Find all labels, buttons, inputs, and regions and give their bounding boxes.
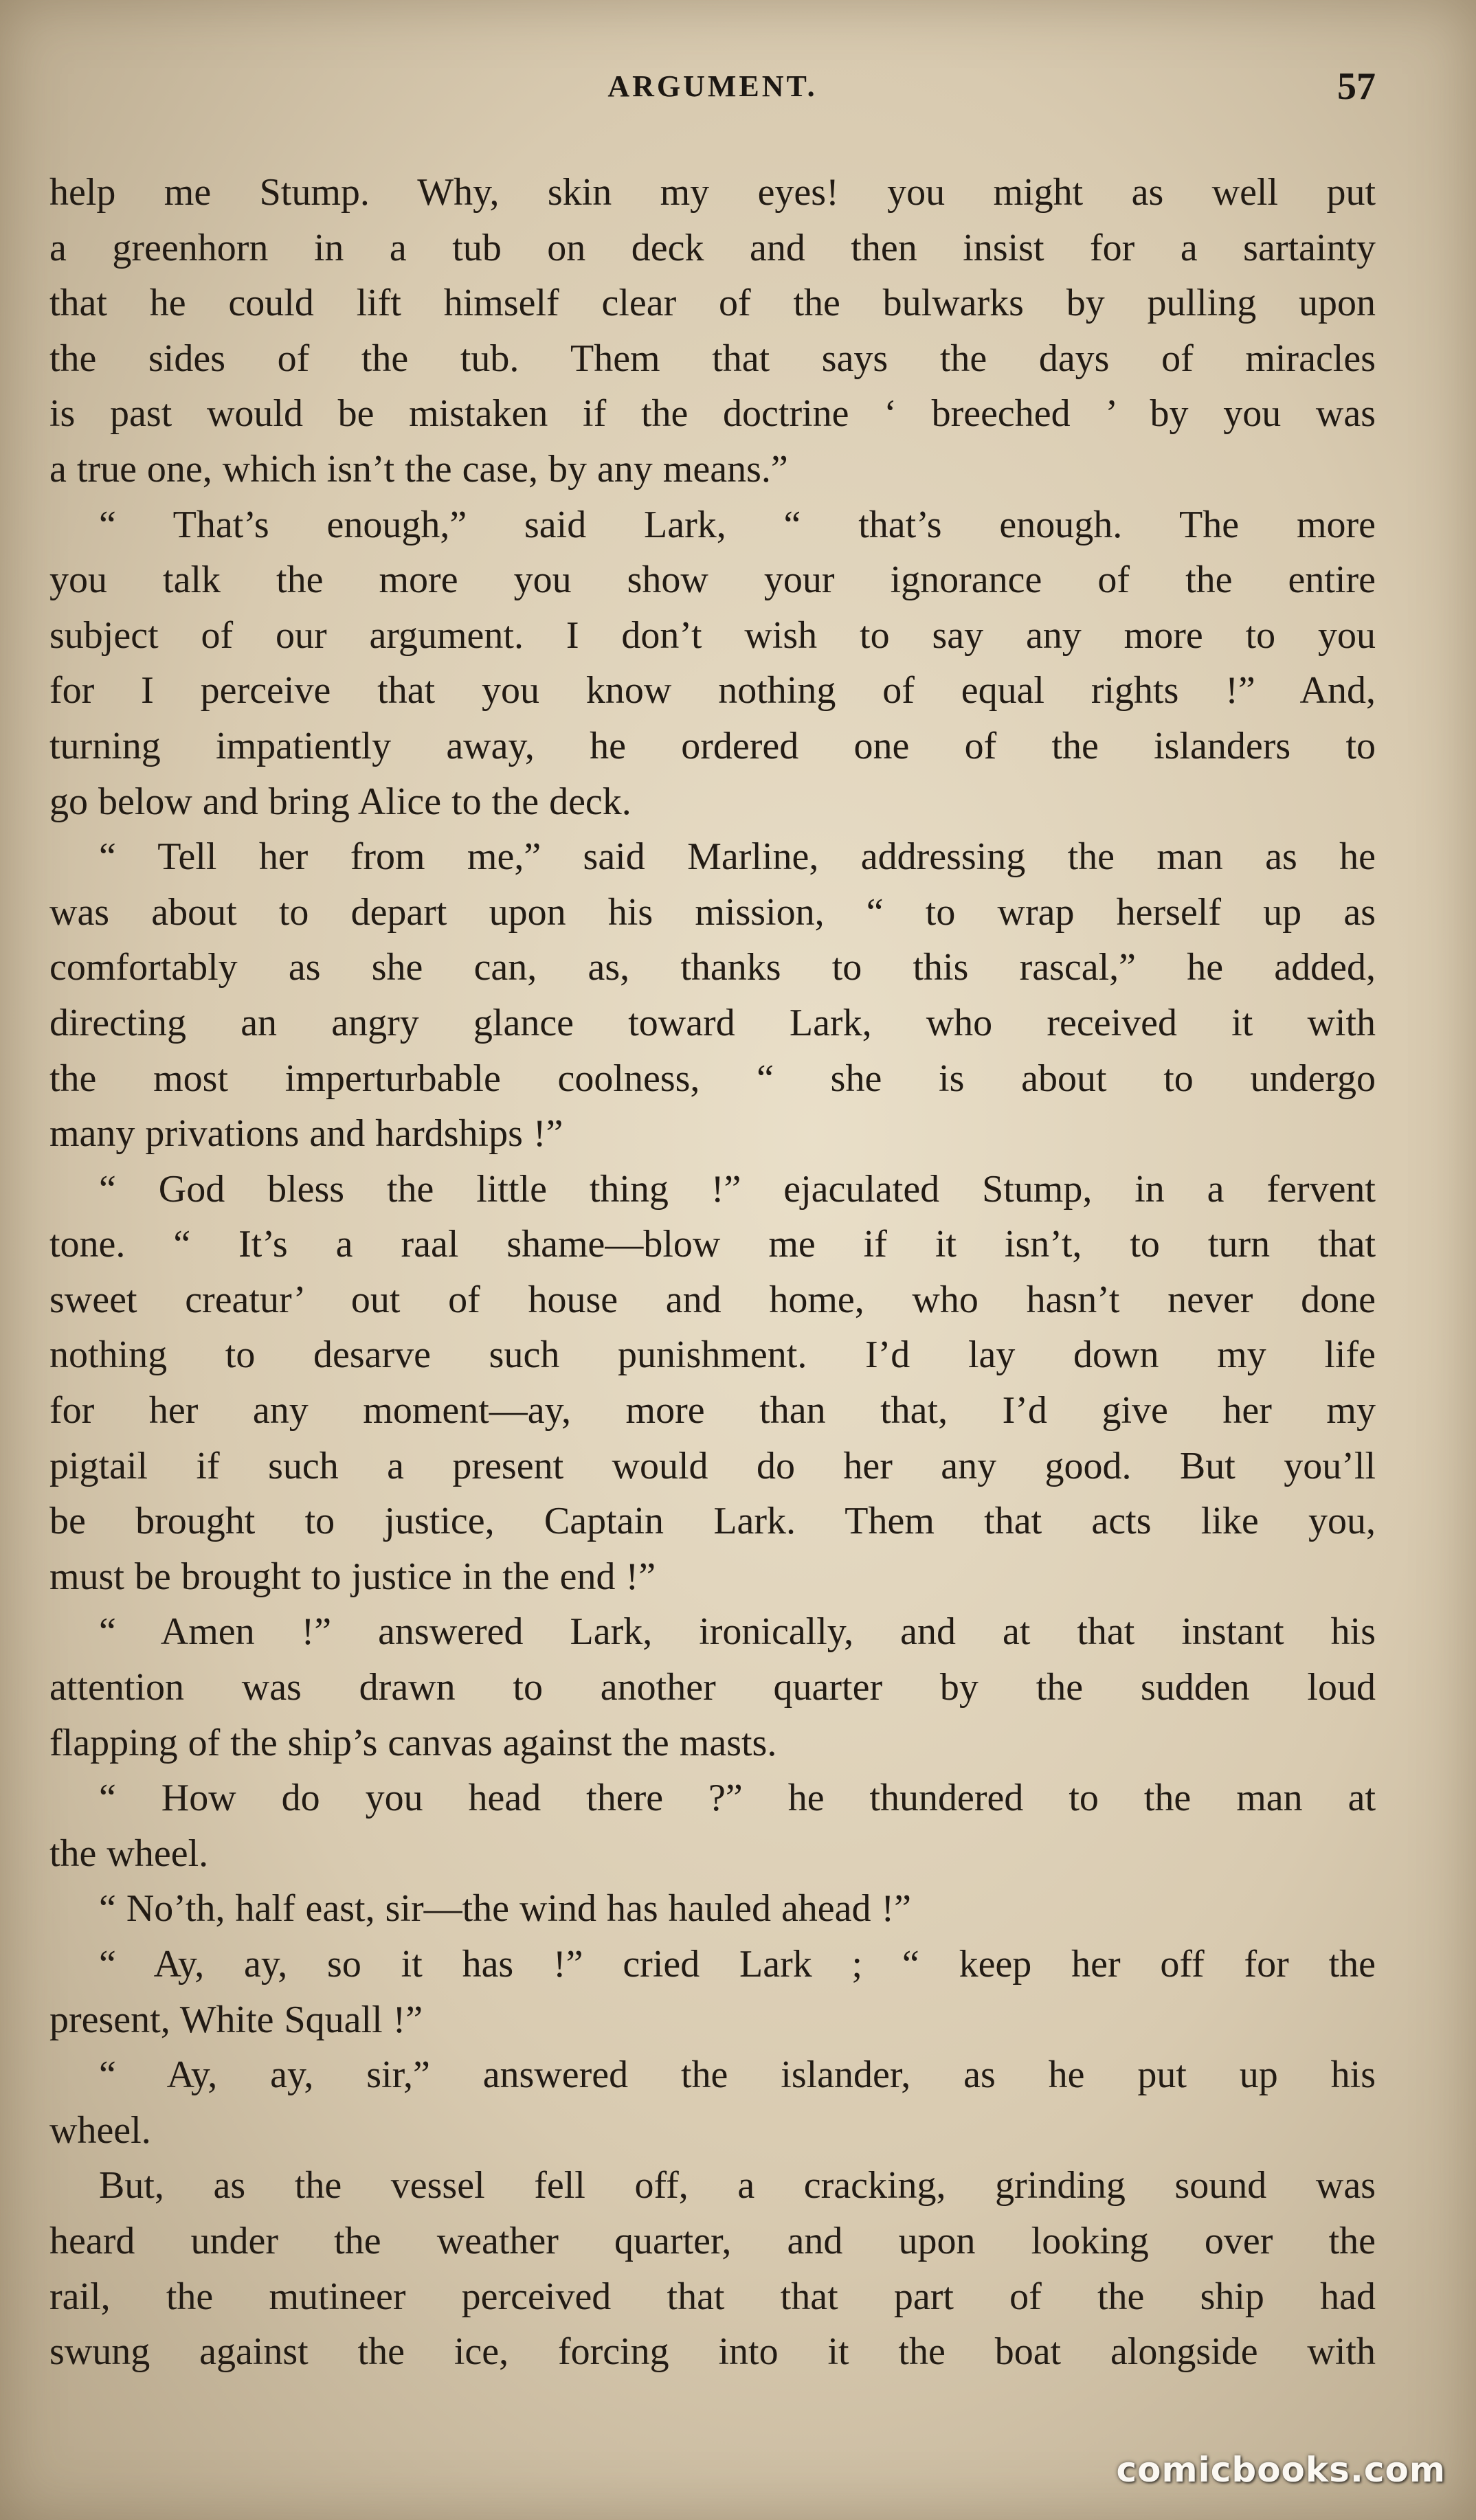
running-title: ARGUMENT. — [607, 69, 818, 103]
text-line: was about to depart upon his mission, “ to wrap herself up as — [49, 890, 1376, 934]
text-line: for her any moment—ay, more than that, I’d give her my — [49, 1389, 1376, 1432]
text-line: “ Ay, ay, sir,” answered the islander, as he put up his — [99, 2054, 1376, 2097]
text-line: subject of our argument. I don’t wish to say any more to you — [49, 614, 1376, 657]
text-line: the wheel. — [49, 1832, 209, 1875]
text-line: directing an angry glance toward Lark, who received it with — [49, 1001, 1376, 1044]
text-line: help me Stump. Why, skin my eyes! you might as well put — [49, 171, 1376, 214]
text-line: must be brought to justice in the end !” — [49, 1555, 656, 1598]
text-line: the most imperturbable coolness, “ she is about to undergo — [49, 1057, 1376, 1100]
text-line: that he could lift himself clear of the bulwarks by pulling upon — [49, 282, 1376, 325]
text-line: rail, the mutineer perceived that that part of the ship had — [49, 2275, 1376, 2318]
page-number: 57 — [1337, 65, 1376, 108]
running-head — [49, 65, 1376, 124]
text-line: you talk the more you show your ignorance of the entire — [49, 559, 1376, 602]
text-line: a true one, which isn’t the case, by any means.” — [49, 447, 788, 491]
text-line: pigtail if such a present would do her any good. But you’ll — [49, 1444, 1376, 1487]
text-line: the sides of the tub. Them that says the days of miracles — [49, 337, 1376, 380]
site-watermark: comicbooks.com — [1116, 2450, 1446, 2490]
text-line: be brought to justice, Captain Lark. Them that acts like you, — [49, 1500, 1376, 1543]
text-line: “ No’th, half east, sir—the wind has hauled ahead !” — [99, 1887, 912, 1931]
text-line: “ God bless the little thing !” ejaculated Stump, in a fervent — [99, 1167, 1376, 1211]
text-line: swung against the ice, forcing into it the boat alongside with — [49, 2330, 1376, 2374]
text-line: is past would be mistaken if the doctrine ‘ breeched ’ by you was — [49, 392, 1376, 436]
text-line: tone. “ It’s a raal shame—blow me if it isn’t, to turn that — [49, 1223, 1376, 1266]
text-line: present, White Squall !” — [49, 1998, 423, 2041]
text-line: go below and bring Alice to the deck. — [49, 780, 631, 823]
text-line: flapping of the ship’s canvas against the masts. — [49, 1721, 777, 1764]
body-text — [49, 165, 1376, 2380]
text-line: a greenhorn in a tub on deck and then insist for a sartainty — [49, 226, 1376, 269]
text-line: wheel. — [49, 2108, 151, 2152]
text-line: attention was drawn to another quarter by the sudden loud — [49, 1666, 1376, 1709]
text-line: for I perceive that you know nothing of equal rights !” And, — [49, 669, 1376, 712]
text-line: turning impatiently away, he ordered one of the islanders to — [49, 724, 1376, 767]
text-line: But, as the vessel fell off, a cracking, grinding sound was — [99, 2164, 1376, 2207]
text-line: “ Tell her from me,” said Marline, addressing the man as he — [99, 835, 1376, 879]
text-line: heard under the weather quarter, and upon looking over the — [49, 2219, 1376, 2262]
text-line: “ Ay, ay, so it has !” cried Lark ; “ keep her off for the — [99, 1943, 1376, 1985]
text-line: many privations and hardships !” — [49, 1112, 563, 1156]
text-line: “ How do you head there ?” he thundered to the man at — [99, 1777, 1376, 1820]
text-line: comfortably as she can, as, thanks to this rascal,” he added, — [49, 946, 1376, 989]
text-line: nothing to desarve such punishment. I’d lay down my life — [49, 1334, 1376, 1377]
text-line: “ That’s enough,” said Lark, “ that’s enough. The more — [99, 503, 1376, 546]
text-line: “ Amen !” answered Lark, ironically, and at that instant his — [99, 1610, 1376, 1654]
text-line: sweet creatur’ out of house and home, who hasn’t never done — [49, 1278, 1376, 1321]
